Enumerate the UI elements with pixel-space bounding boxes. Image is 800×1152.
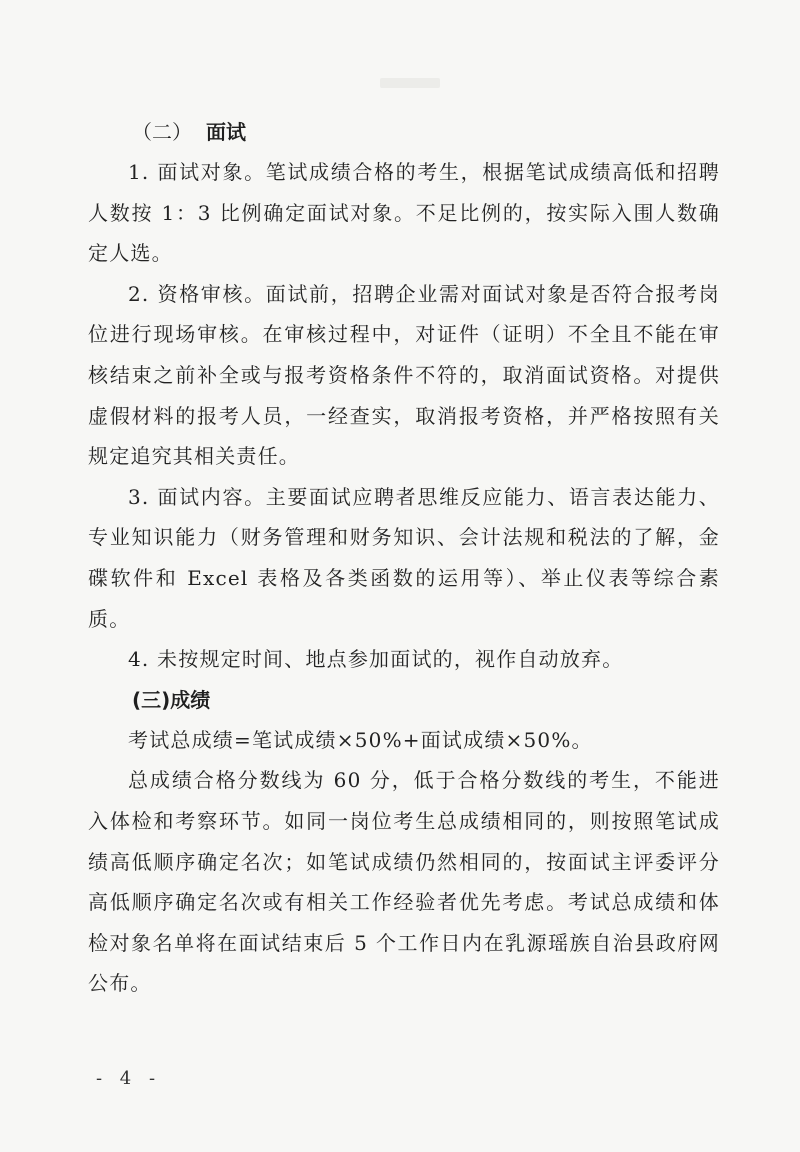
paragraph-passing-line: 总成绩合格分数线为 60 分，低于合格分数线的考生，不能进入体检和考察环节。如同一岗位考生总成绩相同的，则按照笔试成绩高低顺序确定名次；如笔试成绩仍然相同的，按面试主评委评分高低顺序确定名次或有相关工作经验者优先考虑。考试总成绩和体检对象名单将在面试结束后 5 个工作日内在乳源瑶族自治县政府网公布。 — [88, 768, 720, 996]
section-heading-scores — [88, 680, 720, 720]
section-title: 面试 — [206, 120, 246, 144]
paragraph-absence: 4. 未按规定时间、地点参加面试的，视作自动放弃。 — [128, 647, 624, 672]
section-title: 成绩 — [170, 687, 211, 712]
document-body — [88, 112, 720, 1004]
faint-stamp-mark — [380, 78, 440, 88]
paragraph-interview-targets: 1. 面试对象。笔试成绩合格的考生，根据笔试成绩高低和招聘人数按 1：3 比例确定面试对象。不足比例的，按实际入围人数确定人选。 — [88, 160, 720, 266]
paragraph-qualification-review: 2. 资格审核。面试前，招聘企业需对面试对象是否符合报考岗位进行现场审核。在审核过程中，对证件（证明）不全且不能在审核结束之前补全或与报考资格条件不符的，取消面试资格。对提供虚假材料的报考人员，一经查实，取消报考资格，并严格按照有关规定追究其相关责任。 — [88, 281, 720, 469]
section-number: （二） — [132, 120, 192, 144]
page-number: - 4 - — [96, 1068, 162, 1089]
section-number: (三) — [132, 687, 171, 712]
paragraph-interview-content: 3. 面试内容。主要面试应聘者思维反应能力、语言表达能力、专业知识能力（财务管理和财务知识、会计法规和税法的了解，金碟软件和 Excel 表格及各类函数的运用等）、举止仪表等综合素质。 — [88, 484, 720, 631]
paragraph-score-formula: 考试总成绩=笔试成绩×50%+面试成绩×50%。 — [128, 727, 593, 752]
section-heading-interview — [88, 112, 720, 152]
